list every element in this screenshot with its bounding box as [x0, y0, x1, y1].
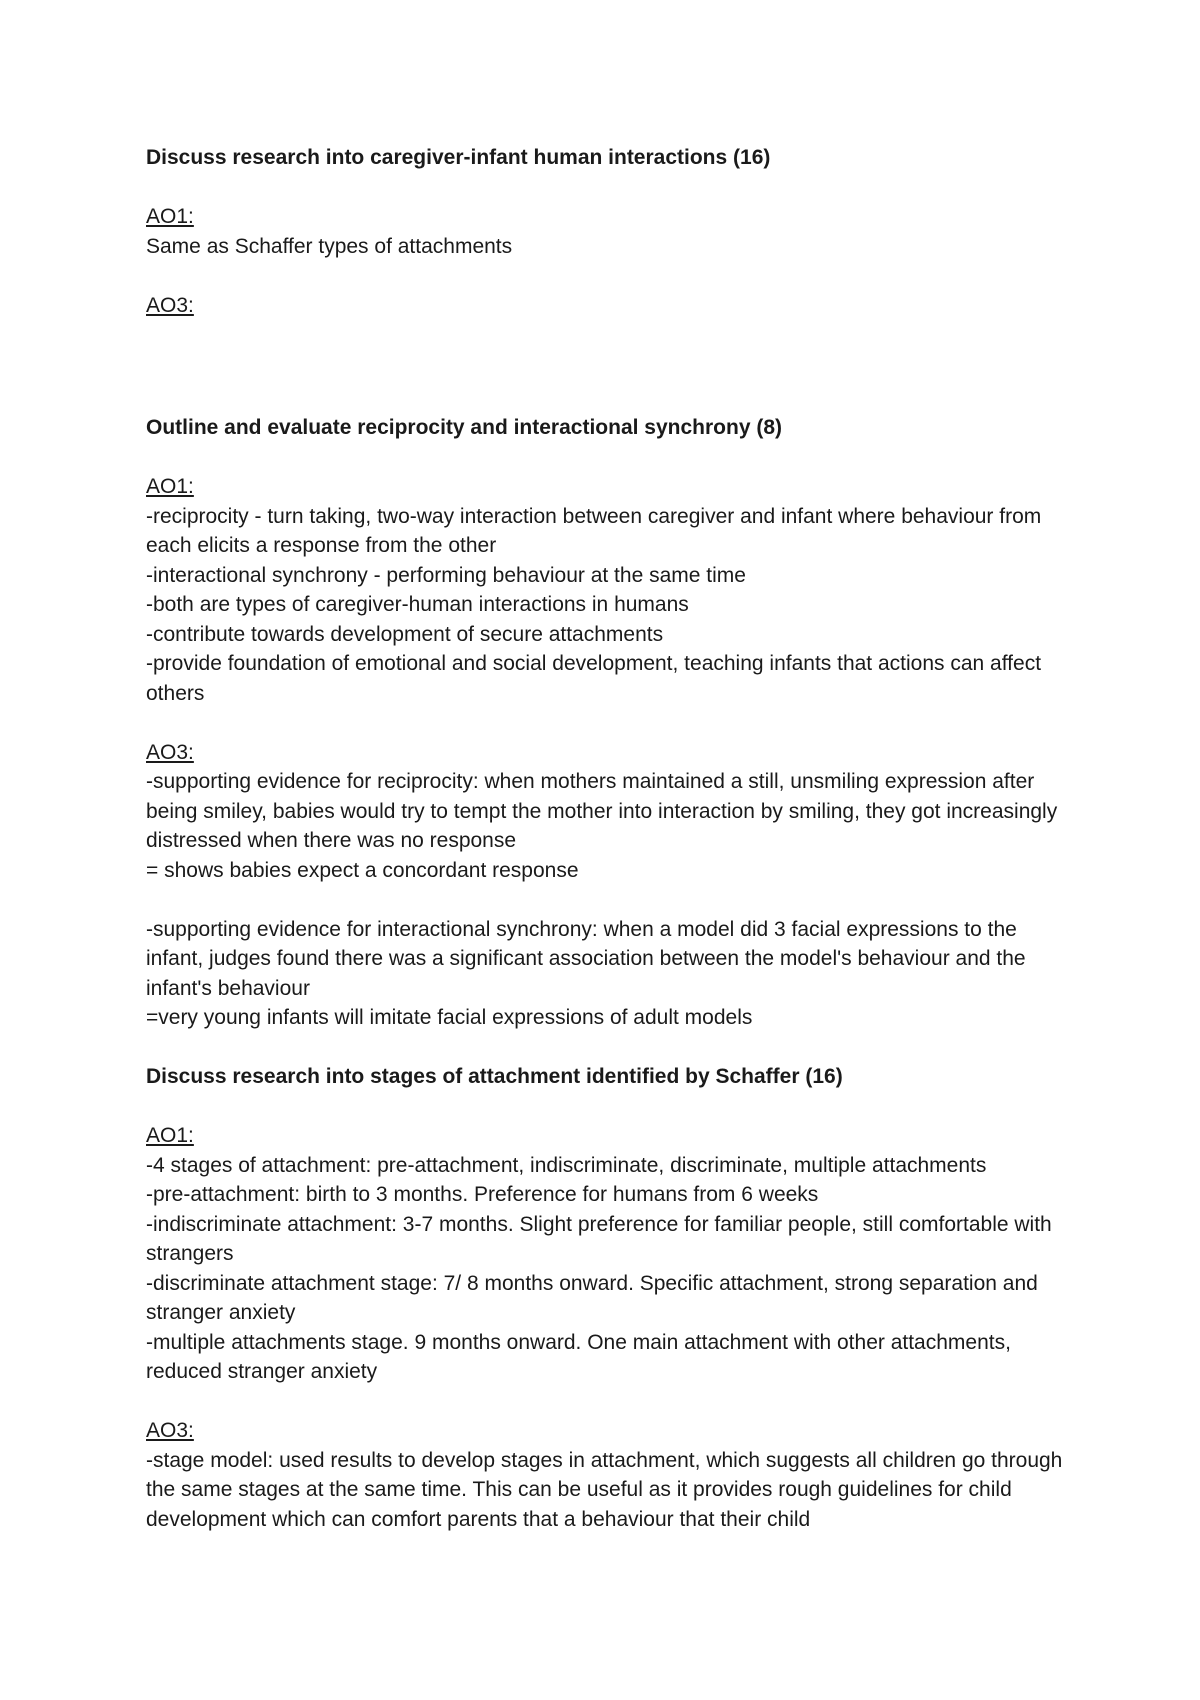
- spacer: [146, 1387, 1066, 1417]
- section-2-ao1-line: -contribute towards development of secure attachments: [146, 622, 664, 646]
- document-content: [146, 143, 1066, 1534]
- section-1-ao1-line: Same as Schaffer types of attachments: [146, 234, 513, 258]
- section-2-ao1-line: -provide foundation of emotional and social development, teaching infants that actions can affect others: [146, 652, 1042, 705]
- section-1-ao3-label: AO3:: [146, 293, 194, 317]
- spacer: [146, 885, 1066, 915]
- spacer: [146, 173, 1066, 203]
- section-2-ao3-line: -supporting evidence for interactional synchrony: when a model did 3 facial expressions to the infant, judges found there was a significant association between the model's behaviour and the infant's behaviour: [146, 917, 1026, 1000]
- section-2-title: Outline and evaluate reciprocity and interactional synchrony (8): [146, 416, 782, 439]
- spacer: [146, 1092, 1066, 1122]
- section-3-ao1-line: -indiscriminate attachment: 3-7 months. Slight preference for familiar people, still comfortable with strangers: [146, 1212, 1052, 1265]
- section-1-title: Discuss research into caregiver-infant human interactions (16): [146, 146, 771, 169]
- spacer: [146, 320, 1066, 408]
- spacer: [146, 443, 1066, 473]
- section-2-ao3-line: = shows babies expect a concordant response: [146, 858, 579, 882]
- section-3-ao1-line: -pre-attachment: birth to 3 months. Preference for humans from 6 weeks: [146, 1183, 819, 1206]
- spacer: [146, 1033, 1066, 1063]
- section-3-ao1-line: -multiple attachments stage. 9 months onward. One main attachment with other attachments, reduced stranger anxiety: [146, 1330, 1011, 1383]
- section-3-ao1-label: AO1:: [146, 1124, 194, 1147]
- section-3-ao1-line: -discriminate attachment stage: 7/ 8 months onward. Specific attachment, strong separation and stranger anxiety: [146, 1271, 1038, 1324]
- spacer: [146, 708, 1066, 738]
- section-3-ao1-line: -4 stages of attachment: pre-attachment, indiscriminate, discriminate, multiple attachments: [146, 1153, 987, 1177]
- section-2-ao1-line: -reciprocity - turn taking, two-way interaction between caregiver and infant where behaviour from each elicits a response from the other: [146, 504, 1042, 557]
- section-1-ao1-label: AO1:: [146, 205, 194, 228]
- section-2-ao1-label: AO1:: [146, 475, 194, 498]
- section-2-ao3-line: =very young infants will imitate facial expressions of adult models: [146, 1006, 753, 1029]
- section-2-ao1-line: -both are types of caregiver-human interactions in humans: [146, 593, 689, 616]
- section-3-title: Discuss research into stages of attachment identified by Schaffer (16): [146, 1065, 843, 1088]
- section-2-ao3-label: AO3:: [146, 740, 194, 764]
- section-3-ao3-line: -stage model: used results to develop stages in attachment, which suggests all children go through the same stages at the same time. This can be useful as it provides rough guidelines for child development which can comfort parents that a behaviour that their child: [146, 1448, 1063, 1531]
- section-3-ao3-label: AO3:: [146, 1419, 194, 1442]
- section-2-ao1-line: -interactional synchrony - performing behaviour at the same time: [146, 563, 746, 587]
- section-2-ao3-line: -supporting evidence for reciprocity: when mothers maintained a still, unsmiling expression after being smiley, babies would try to tempt the mother into interaction by smiling, they got increasingly distressed when there was no response: [146, 770, 1058, 852]
- spacer: [146, 261, 1066, 291]
